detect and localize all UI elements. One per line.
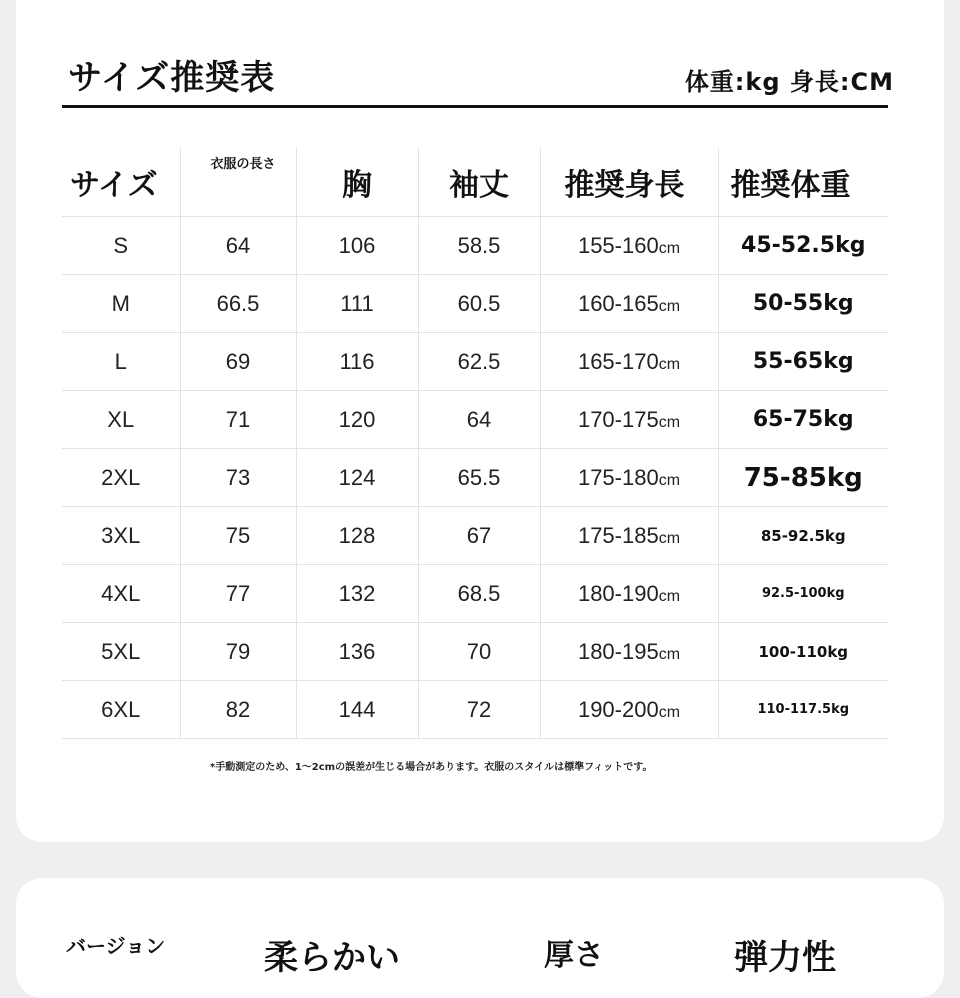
cell-chest: 136 (296, 623, 418, 681)
cell-chest: 116 (296, 333, 418, 391)
cell-height (540, 623, 718, 681)
cell-length: 69 (180, 333, 296, 391)
cell-size: 4XL (62, 565, 180, 623)
cell-weight: 65-75kg (718, 391, 888, 449)
table-row (62, 449, 888, 507)
height-value: 175-180 (577, 464, 659, 490)
cell-chest: 120 (296, 391, 418, 449)
cell-length: 82 (180, 681, 296, 739)
cell-height (540, 275, 718, 333)
cell-height (540, 217, 718, 275)
page-title: サイズ推奨表 (68, 58, 276, 98)
cell-sleeve: 64 (418, 391, 540, 449)
version-label: バージョン (66, 934, 166, 958)
table-row (62, 565, 888, 623)
table-row (62, 623, 888, 681)
cell-weight: 85-92.5kg (718, 507, 888, 565)
height-unit: cm (658, 645, 681, 663)
header-length: 衣服の長さ (180, 148, 296, 217)
header-height: 推奨身長 (540, 148, 718, 217)
table-header-row (62, 148, 888, 217)
cell-height (540, 507, 718, 565)
header-weight: 推奨体重 (718, 148, 888, 217)
cell-sleeve: 65.5 (418, 449, 540, 507)
unit-label: 体重:kg 身長:CM (684, 68, 894, 96)
cell-size: 5XL (62, 623, 180, 681)
cell-chest: 144 (296, 681, 418, 739)
height-unit: cm (658, 703, 681, 721)
cell-length: 79 (180, 623, 296, 681)
table-row (62, 275, 888, 333)
cell-size: 3XL (62, 507, 180, 565)
height-value: 190-200 (577, 696, 659, 722)
table-row (62, 217, 888, 275)
height-value: 180-195 (577, 638, 659, 664)
cell-size: M (62, 275, 180, 333)
thickness-label: 厚さ (544, 938, 604, 973)
table-row (62, 507, 888, 565)
cell-weight: 92.5-100kg (718, 565, 888, 623)
cell-sleeve: 58.5 (418, 217, 540, 275)
height-value: 170-175 (577, 406, 659, 432)
cell-chest: 106 (296, 217, 418, 275)
cell-height (540, 449, 718, 507)
table-row (62, 333, 888, 391)
height-unit: cm (658, 587, 681, 605)
height-value: 155-160 (577, 232, 659, 258)
cell-chest: 111 (296, 275, 418, 333)
soft-label: 柔らかい (264, 938, 400, 978)
measurement-note: *手動測定のため、1～2cmの誤差が生じる場合があります。衣服のスタイルは標準フィットです。 (210, 762, 653, 773)
cell-height (540, 681, 718, 739)
cell-length: 77 (180, 565, 296, 623)
height-value: 180-190 (577, 580, 659, 606)
header-size: サイズ (62, 148, 180, 217)
cell-size: XL (62, 391, 180, 449)
cell-sleeve: 60.5 (418, 275, 540, 333)
cell-height (540, 391, 718, 449)
height-unit: cm (658, 355, 681, 373)
cell-sleeve: 67 (418, 507, 540, 565)
size-table (62, 148, 888, 739)
height-unit: cm (658, 529, 681, 547)
cell-length: 66.5 (180, 275, 296, 333)
cell-length: 75 (180, 507, 296, 565)
cell-sleeve: 70 (418, 623, 540, 681)
title-divider (62, 105, 888, 108)
cell-sleeve: 68.5 (418, 565, 540, 623)
cell-chest: 124 (296, 449, 418, 507)
cell-size: L (62, 333, 180, 391)
cell-weight: 100-110kg (718, 623, 888, 681)
height-unit: cm (658, 239, 681, 257)
cell-weight: 110-117.5kg (718, 681, 888, 739)
cell-weight: 50-55kg (718, 275, 888, 333)
cell-chest: 128 (296, 507, 418, 565)
table-row (62, 681, 888, 739)
cell-weight: 45-52.5kg (718, 217, 888, 275)
elastic-label: 弾力性 (734, 938, 836, 978)
cell-sleeve: 62.5 (418, 333, 540, 391)
cell-height (540, 333, 718, 391)
cell-height (540, 565, 718, 623)
cell-sleeve: 72 (418, 681, 540, 739)
height-value: 175-185 (577, 522, 659, 548)
height-unit: cm (658, 297, 681, 315)
cell-length: 73 (180, 449, 296, 507)
cell-length: 64 (180, 217, 296, 275)
cell-size: 6XL (62, 681, 180, 739)
height-unit: cm (658, 413, 681, 431)
header-sleeve: 袖丈 (418, 148, 540, 217)
height-unit: cm (658, 471, 681, 489)
cell-size: S (62, 217, 180, 275)
cell-size: 2XL (62, 449, 180, 507)
height-value: 160-165 (577, 290, 659, 316)
height-value: 165-170 (577, 348, 659, 374)
table-row (62, 391, 888, 449)
cell-weight: 75-85kg (718, 449, 888, 507)
cell-weight: 55-65kg (718, 333, 888, 391)
header-chest: 胸 (296, 148, 418, 217)
cell-length: 71 (180, 391, 296, 449)
cell-chest: 132 (296, 565, 418, 623)
